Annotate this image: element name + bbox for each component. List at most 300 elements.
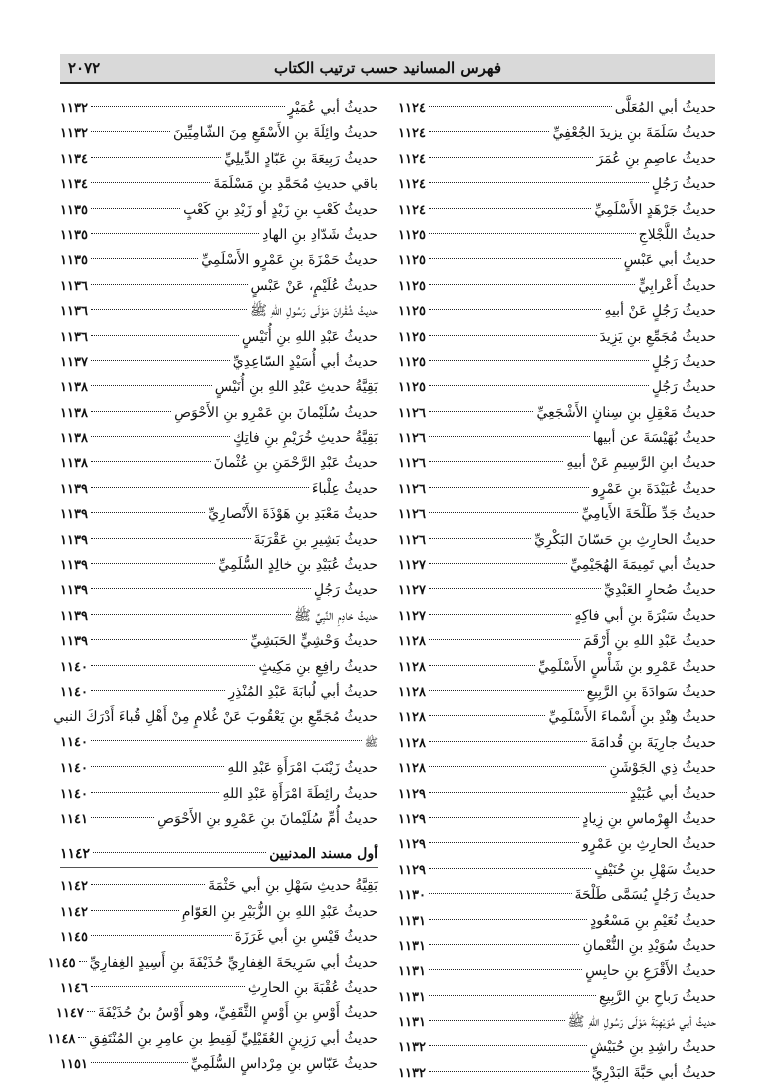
leader-dots: [91, 284, 248, 285]
entry-label: حديثُ رائِطَةَ امْرَأَةِ عَبْدِ اللهِ: [222, 785, 378, 802]
entry-page: ١١٤٥: [60, 930, 88, 946]
index-entry: [60, 900, 378, 925]
entry-page: ١١٢٨: [398, 735, 426, 751]
index-group-c: [47, 874, 378, 1077]
entry-page: ١١٣٩: [60, 558, 88, 574]
leader-dots: [91, 461, 211, 462]
leader-dots: [93, 852, 266, 853]
index-entry: [60, 502, 378, 527]
entry-page: ١١٣٩: [60, 634, 88, 650]
entry-page: ١١٢٥: [398, 304, 426, 320]
entry-page: ١١٣٦: [60, 329, 88, 345]
leader-dots: [429, 792, 627, 793]
entry-page: ١١٣٤: [60, 151, 88, 167]
leader-dots: [91, 487, 309, 488]
entry-label: حديثُ رافِعِ بنِ مَكِيثٍ: [258, 658, 378, 675]
index-entry: [47, 1027, 378, 1052]
entry-label: حديثُ نُعَيْمِ بنِ مَسْعُودٍ: [590, 912, 716, 929]
entry-page: ١١٥١: [60, 1057, 88, 1073]
index-entry: [398, 858, 716, 883]
leader-dots: [91, 436, 230, 437]
entry-label: حديثُ عُقْبَةَ بنِ الحارِثِ: [247, 979, 378, 996]
leader-dots: [429, 969, 582, 970]
leader-dots: [429, 284, 636, 285]
leader-dots: [429, 208, 591, 209]
leader-dots: [429, 893, 572, 894]
entry-label: حديثُ قَيْسِ بنِ أبي غَرَزَةَ: [234, 929, 378, 946]
leader-dots: [91, 106, 285, 107]
entry-page: ١١٣٤: [60, 177, 88, 193]
leader-dots: [429, 157, 594, 158]
index-entry: [60, 426, 378, 451]
leader-dots: [91, 792, 220, 793]
leader-dots: [78, 1037, 86, 1038]
index-entry: [60, 1052, 378, 1077]
leader-dots: [91, 766, 224, 767]
entry-page: ١١٣٢: [60, 101, 88, 116]
leader-dots: [91, 335, 239, 336]
index-entry: [398, 756, 716, 781]
index-group-b: [60, 756, 378, 832]
leader-dots: [79, 961, 87, 962]
leader-dots: [91, 1062, 188, 1063]
index-entry: [398, 883, 716, 908]
leader-dots: [429, 385, 649, 386]
entry-page: ١١٤٨: [47, 1031, 76, 1047]
entry-page: ١١٣٢: [60, 126, 88, 142]
leader-dots: [91, 639, 247, 640]
index-entry: [60, 299, 378, 324]
leader-dots: [91, 614, 291, 615]
entry-page: ١١٢٥: [398, 329, 426, 345]
entry-label: حديثُ أُمِّ سُلَيْمانَ بنِ عَمْرِو بنِ الأَحْوَصِ: [157, 810, 378, 827]
index-entry-wrapped: [53, 705, 378, 756]
entry-label: حديثُ أَوْسِ بنِ أَوْسٍ الثَّقَفِيِّ، وهو أَوْسُ بنُ حُذَيْفَةَ: [97, 1005, 378, 1022]
index-entry: [398, 147, 716, 172]
leader-dots: [91, 233, 259, 234]
entry-label: حديثُ أبي المُعَلَّى: [614, 100, 716, 116]
entry-page: ١١٢٥: [398, 253, 426, 269]
leader-dots: [429, 766, 607, 767]
index-column-left: [47, 96, 378, 1077]
entry-label: حديثُ الهِرْماسِ بنِ زِيادٍ: [582, 810, 716, 827]
index-entry: [60, 680, 378, 705]
leader-dots: [91, 131, 170, 132]
leader-dots: [429, 690, 584, 691]
index-entry: [398, 1010, 716, 1035]
leader-dots: [91, 309, 247, 310]
entry-label: حديثُ رَجُلٍ: [651, 176, 716, 193]
leader-dots: [429, 335, 597, 336]
leader-dots: [91, 411, 171, 412]
leader-dots: [91, 563, 215, 564]
entry-label: حديثُ عَبْدِ اللهِ بنِ أُنَيْسٍ: [241, 328, 378, 345]
leader-dots: [429, 919, 587, 920]
index-entry: [398, 629, 716, 654]
entry-page: ١١٢٩: [398, 862, 426, 878]
entry-label: حديثُ أبي عَبْسٍ: [623, 252, 716, 269]
entry-label: حديثُ أبي مُوَيْهِبَةَ مَوْلَى رَسُولِ اللهِ ﷺ: [567, 1014, 716, 1031]
index-entry: [60, 553, 378, 578]
leader-dots: [429, 182, 649, 183]
index-entry: [398, 832, 716, 857]
entry-label: حديثُ هِنْدِ بنِ أَسْماءَ الأَسْلَمِيِّ: [548, 709, 716, 726]
entry-label: حديثُ جَرْهَدٍ الأَسْلَمِيِّ: [594, 201, 716, 218]
index-entry: [398, 1035, 716, 1060]
entry-page: ١١٢٩: [398, 837, 426, 853]
entry-page: ١١٣٨: [60, 431, 88, 447]
index-entry: [60, 147, 378, 172]
index-entry: [60, 604, 378, 629]
entry-page: ١١٢٤: [398, 126, 426, 142]
entry-page: ١١٢٤: [398, 202, 426, 218]
index-entry: [398, 731, 716, 756]
entry-page: ١١٤٧: [55, 1006, 84, 1022]
entry-page: ١١٣٧: [60, 354, 88, 370]
index-entry: [60, 451, 378, 476]
index-entry: [398, 198, 716, 223]
index-entry: [60, 198, 378, 223]
entry-page: ١١٢٥: [398, 278, 426, 294]
entry-label: حديثُ شَدّادِ بنِ الهادِ: [262, 226, 378, 243]
index-entry: [398, 299, 716, 324]
leader-dots: [429, 512, 579, 513]
entry-label: حديثُ اللَّجْلاجِ: [638, 226, 716, 243]
leader-dots: [91, 588, 311, 589]
entry-page: ١١٣٩: [60, 608, 88, 624]
entry-label: حديثُ عَبّاسِ بنِ مِرْداسٍ السُّلَمِيِّ: [190, 1056, 378, 1073]
entry-page: ١١٢٧: [398, 608, 426, 624]
leader-dots: [91, 360, 230, 361]
index-entry: [398, 680, 716, 705]
leader-dots: [91, 385, 212, 386]
entry-page: ١١٣٨: [60, 405, 88, 421]
entry-page: ١١٢٨: [398, 659, 426, 675]
entry-label: حديثُ سَوادَةَ بنِ الرَّبِيعِ: [586, 683, 716, 700]
leader-dots: [429, 817, 579, 818]
leader-dots: [91, 910, 179, 911]
section-heading: [60, 832, 378, 868]
index-entry: [398, 375, 716, 400]
leader-dots: [91, 884, 205, 885]
entry-page: ١١٣٨: [60, 380, 88, 396]
entry-label: حديثُ رَجُلٍ عَنْ أبيهِ: [604, 303, 716, 320]
index-entry: [60, 976, 378, 1001]
leader-dots: [429, 233, 636, 234]
index-entry: [60, 874, 378, 899]
page-header: [60, 54, 715, 84]
entry-label: حديثُ أبي أُسَيْدٍ السّاعِدِيِّ: [232, 353, 378, 370]
entry-label: حديثُ عُبَيْدَةَ بنِ عَمْرٍو: [592, 480, 716, 497]
entry-page: ١١٣٩: [60, 481, 88, 497]
leader-dots: [91, 512, 205, 513]
entry-page: ١١٣٩: [60, 507, 88, 523]
index-entry: [60, 274, 378, 299]
index-entry: [60, 655, 378, 680]
entry-page: ١١٢٨: [398, 684, 426, 700]
index-entry: [60, 528, 378, 553]
index-entry: [60, 782, 378, 807]
entry-page: ١١٣٢: [398, 1065, 426, 1081]
leader-dots: [429, 665, 535, 666]
leader-dots: [91, 817, 154, 818]
leader-dots: [91, 157, 221, 158]
entry-page: ١١٤٠: [60, 659, 88, 675]
entry-page: ١١٢٩: [398, 786, 426, 802]
entry-label: حديثُ ابنِ الرَّسِيمِ عَنْ أبيهِ: [566, 455, 716, 472]
leader-dots: [429, 1071, 589, 1072]
index-entry: [60, 401, 378, 426]
entry-page: ١١٢٦: [398, 532, 426, 548]
entry-page: ١١٢٨: [398, 761, 426, 777]
entry-label: حديثُ رَجُلٍ: [313, 582, 378, 599]
entry-page: ١١٤٠: [60, 761, 88, 777]
index-entry: [60, 925, 378, 950]
entry-page: ١١٣٦: [60, 304, 88, 320]
leader-dots: [429, 868, 591, 869]
entry-label: حديثُ عاصِمِ بنِ عُمَرَ: [596, 150, 716, 167]
leader-dots: [91, 182, 210, 183]
entry-label: حديثُ رَجُلٍ: [651, 379, 716, 396]
index-entry: [398, 959, 716, 984]
entry-page: ١١٤٦: [60, 980, 88, 996]
index-entry: [60, 756, 378, 781]
index-entry: [60, 477, 378, 502]
index-entry: [398, 451, 716, 476]
entry-page: ١١٢٨: [398, 710, 426, 726]
entry-page: ١١٢٥: [398, 227, 426, 243]
entry-page: ١١٢٧: [398, 583, 426, 599]
index-entry: [398, 807, 716, 832]
entry-label: حديثُ أبي عُبَيْدٍ: [629, 785, 716, 802]
leader-dots: [429, 741, 587, 742]
entry-label: حديثُ أبي تَمِيمَةَ الهُجَيْمِيِّ: [570, 557, 716, 574]
index-entry: [60, 121, 378, 146]
entry-label: حديثُ سَهْلِ بنِ حُنَيْفٍ: [594, 861, 716, 878]
entry-page: ١١٤٢: [60, 879, 88, 895]
leader-dots: [429, 436, 590, 437]
section-page: ١١٤٢: [60, 846, 91, 863]
index-entry: [398, 604, 716, 629]
entry-label: حديثُ وائِلَةَ بنِ الأَسْقَعِ مِنَ الشّامِيِّينَ: [173, 125, 378, 142]
entry-label: حديثُ راشِدِ بنِ حُبَيْشٍ: [589, 1039, 716, 1056]
leader-dots: [429, 461, 563, 462]
leader-dots: [429, 715, 546, 716]
entry-label: حديثُ عُلَيْمٍ، عَنْ عَبْسٍ: [250, 277, 378, 294]
entry-label: حديثُ بَشِيرِ بنِ عَقْرَبَةَ: [253, 531, 378, 548]
leader-dots: [429, 1020, 565, 1021]
entry-label: بَقِيَّةُ حديثِ سَهْلِ بنِ أبي حَثْمَةَ: [208, 878, 378, 895]
leader-dots: [429, 309, 602, 310]
page-number: ٢٠٧٢: [68, 59, 101, 77]
entry-label: حديثُ الأَقْرَعِ بنِ حابِسٍ: [585, 963, 716, 980]
entry-page: ١١٢٨: [398, 634, 426, 650]
entry-page: ١١٣١: [398, 913, 426, 929]
leader-dots: [429, 944, 580, 945]
index-entry: [398, 477, 716, 502]
index-entry: [398, 121, 716, 146]
index-entry: [398, 782, 716, 807]
entry-label: حديثُ أبي حَبَّةَ البَدْرِيِّ: [591, 1064, 716, 1081]
entry-label: بَقِيَّةُ حديثِ عَبْدِ اللهِ بنِ أُنَيْسٍ: [214, 379, 378, 396]
entry-label: باقي حديثِ مُحَمَّدِ بنِ مَسْلَمَةَ: [213, 176, 378, 193]
entry-label: حديثُ رَجُلٍ يُسَمَّى طَلْحَةَ: [574, 887, 716, 904]
entry-page: ١١٣١: [398, 938, 426, 954]
index-group-a: [60, 96, 378, 705]
entry-page: ١١٢٦: [398, 405, 426, 421]
entry-label-line1: حديثُ مُجَمِّعِ بنِ يَعْقُوبَ عَنْ غُلامٍ مِنْ أَهْلِ قُباءَ أَدْرَكَ النبي: [53, 709, 378, 726]
entry-label: حديثُ الحارِثِ بنِ حَسّانَ البَكْرِيِّ: [534, 531, 716, 548]
entry-label: حديثُ بُهَيْسَةَ عن أبيها: [592, 430, 716, 447]
entry-page: ١١٣٨: [60, 456, 88, 472]
index-entry: [398, 96, 716, 121]
entry-page: ١١٢٦: [398, 431, 426, 447]
entry-page: ١١٤٠: [60, 786, 88, 802]
entry-page: ١١٢٦: [398, 481, 426, 497]
index-entry: [398, 274, 716, 299]
entry-label: حديثُ سَلَمَةَ بنِ يزيدَ الجُعْفِيِّ: [552, 125, 716, 142]
entry-page: ١١٢٧: [398, 558, 426, 574]
leader-dots: [429, 1045, 587, 1046]
entry-label: حديثُ رَبِيعَةَ بنِ عَبّادٍ الدِّيلِيِّ: [224, 150, 378, 167]
index-entry: [60, 350, 378, 375]
index-entry: [60, 223, 378, 248]
entry-label: حديثُ رَجُلٍ: [651, 353, 716, 370]
entry-page: ١١٢٥: [398, 380, 426, 396]
leader-dots: [91, 690, 225, 691]
index-entry: [398, 909, 716, 934]
index-entry: [398, 172, 716, 197]
leader-dots: [429, 106, 612, 107]
entry-page: ١١٢٤: [398, 101, 426, 116]
entry-label: حديثُ خادِمِ النَّبِيِّ ﷺ: [294, 607, 378, 624]
index-entry: [60, 578, 378, 603]
leader-dots: [429, 588, 601, 589]
entry-page: ١١٣٥: [60, 202, 88, 218]
leader-dots: [91, 538, 251, 539]
entry-label: حديثُ عَبْدِ اللهِ بنِ أَرْقَمَ: [583, 633, 716, 650]
index-entry: [398, 248, 716, 273]
leader-dots: [429, 614, 571, 615]
entry-page: ١١٤٠: [60, 735, 88, 751]
index-entry: [398, 223, 716, 248]
entry-label: حديثُ عَبْدِ اللهِ بنِ الزُّبَيْرِ بنِ العَوّامِ: [181, 903, 378, 920]
index-entry: [398, 426, 716, 451]
leader-dots: [429, 258, 621, 259]
entry-page: ١١٣٠: [398, 888, 426, 904]
entry-label: حديثُ سُوَيْدِ بنِ النُّعْمانِ: [582, 937, 716, 954]
leader-dots: [91, 208, 180, 209]
section-title: أول مسند المدنيين: [269, 846, 378, 863]
leader-dots: [91, 665, 256, 666]
index-entry: [60, 807, 378, 832]
entry-label: حديثُ عَمْرِو بنِ شَأْسٍ الأَسْلَمِيِّ: [537, 658, 716, 675]
index-entry: [398, 528, 716, 553]
index-entry: [60, 248, 378, 273]
index-entry: [60, 96, 378, 121]
entry-label: حديثُ سَبْرَةَ بنِ أبي فاكِهٍ: [574, 607, 716, 624]
running-title: فهرس المسانيد حسب ترتيب الكتاب: [274, 59, 501, 77]
entry-page: ١١٢٥: [398, 354, 426, 370]
entry-label: حديثُ شُقْرانَ مَوْلَى رَسُولِ اللهِ ﷺ: [250, 303, 378, 320]
index-entry: [398, 1061, 716, 1086]
leader-dots: [91, 986, 245, 987]
entry-page: ١١٣١: [398, 989, 426, 1005]
entry-page: ١١٢٦: [398, 507, 426, 523]
entry-label-line2: ﷺ: [364, 736, 378, 750]
entry-page: ١١٣٥: [60, 227, 88, 243]
index-column-right: [398, 96, 716, 1086]
entry-label: حديثُ كَعْبِ بنِ زَيْدٍ أو زَيْدِ بنِ كَعْبٍ: [183, 201, 378, 218]
entry-page: ١١٤٠: [60, 684, 88, 700]
index-entry: [47, 951, 378, 976]
leader-dots: [91, 258, 198, 259]
entry-label: حديثُ أبي لُبابَةَ عَبْدِ المُنْذِرِ: [228, 683, 378, 700]
index-entry: [398, 578, 716, 603]
entry-label: حديثُ أبي رَزِينٍ العُقَيْلِيِّ لَقِيطِ بنِ عامِرِ بنِ المُنْتَفِقِ: [89, 1030, 378, 1047]
entry-label: حديثُ جَدِّ طَلْحَةَ الأَيامِيِّ: [581, 506, 716, 523]
entry-label: حديثُ وَحْشِيٍّ الحَبَشِيِّ: [250, 633, 378, 650]
entry-label: حديثُ حَمْزَةَ بنِ عَمْرٍو الأَسْلَمِيِّ: [201, 252, 378, 269]
index-entry: [60, 375, 378, 400]
index-entry: [398, 985, 716, 1010]
entry-page: ١١٣٩: [60, 532, 88, 548]
entry-page: ١١٢٤: [398, 151, 426, 167]
entry-label: حديثُ ذِي الجَوْشَنِ: [609, 760, 716, 777]
entry-page: ١١٢٩: [398, 811, 426, 827]
entry-label: حديثُ مَعْبَدِ بنِ هَوْذَةَ الأَنْصارِيِّ: [208, 506, 378, 523]
index-entry: [398, 325, 716, 350]
leader-dots: [429, 563, 567, 564]
entry-label: حديثُ أبي عُمَيْرٍ: [287, 100, 378, 116]
entry-page: ١١٢٦: [398, 456, 426, 472]
entry-label: حديثُ رَباحِ بنِ الرَّبِيعِ: [599, 988, 716, 1005]
leader-dots: [429, 487, 589, 488]
leader-dots: [429, 360, 649, 361]
entry-page: ١١٣٩: [60, 583, 88, 599]
index-entry: [60, 325, 378, 350]
index-entry: [398, 401, 716, 426]
index-entry: [60, 172, 378, 197]
entry-label: حديثُ مُجَمِّعِ بنِ يَزِيدَ: [599, 328, 716, 345]
leader-dots: [429, 842, 579, 843]
index-entry: [398, 934, 716, 959]
entry-page: ١١٣٥: [60, 253, 88, 269]
index-entry: [398, 350, 716, 375]
index-entry: [398, 705, 716, 730]
index-entry: [398, 655, 716, 680]
entry-page: ١١٤١: [60, 811, 88, 827]
leader-dots: [429, 131, 550, 132]
entry-label: حديثُ جارِيَةَ بنِ قُدامَةَ: [590, 734, 716, 751]
entry-label: حديثُ أبي سَرِيحَةَ الغِفارِيِّ حُذَيْفَةَ بنِ أَسِيدٍ الغِفارِيِّ: [89, 954, 378, 971]
entry-label: حديثُ عَبْدِ الرَّحْمَنِ بنِ عُثْمانَ: [213, 455, 378, 472]
entry-label: حديثُ عُبَيْدِ بنِ خالِدٍ السُّلَمِيِّ: [218, 557, 378, 574]
leader-dots: [91, 935, 232, 936]
entry-label: حديثُ مَعْقِلِ بنِ سِنانٍ الأَشْجَعِيِّ: [536, 404, 716, 421]
leader-dots: [87, 1011, 95, 1012]
index-entry: [398, 553, 716, 578]
entry-page: ١١٣٢: [398, 1040, 426, 1056]
entry-page: ١١٣٦: [60, 278, 88, 294]
entry-label: حديثُ صُحارٍ العَبْدِيِّ: [604, 582, 716, 599]
index-entry: [60, 629, 378, 654]
leader-dots: [429, 995, 596, 996]
entry-label: حديثُ عِلْباءَ: [311, 480, 378, 497]
entry-label: حديثُ زَيْنَبَ امْرَأَةِ عَبْدِ اللهِ: [227, 760, 378, 777]
entry-page: ١١٣١: [398, 964, 426, 980]
entry-label: حديثُ سُلَيْمانَ بنِ عَمْرِو بنِ الأَحْوَصِ: [174, 404, 378, 421]
